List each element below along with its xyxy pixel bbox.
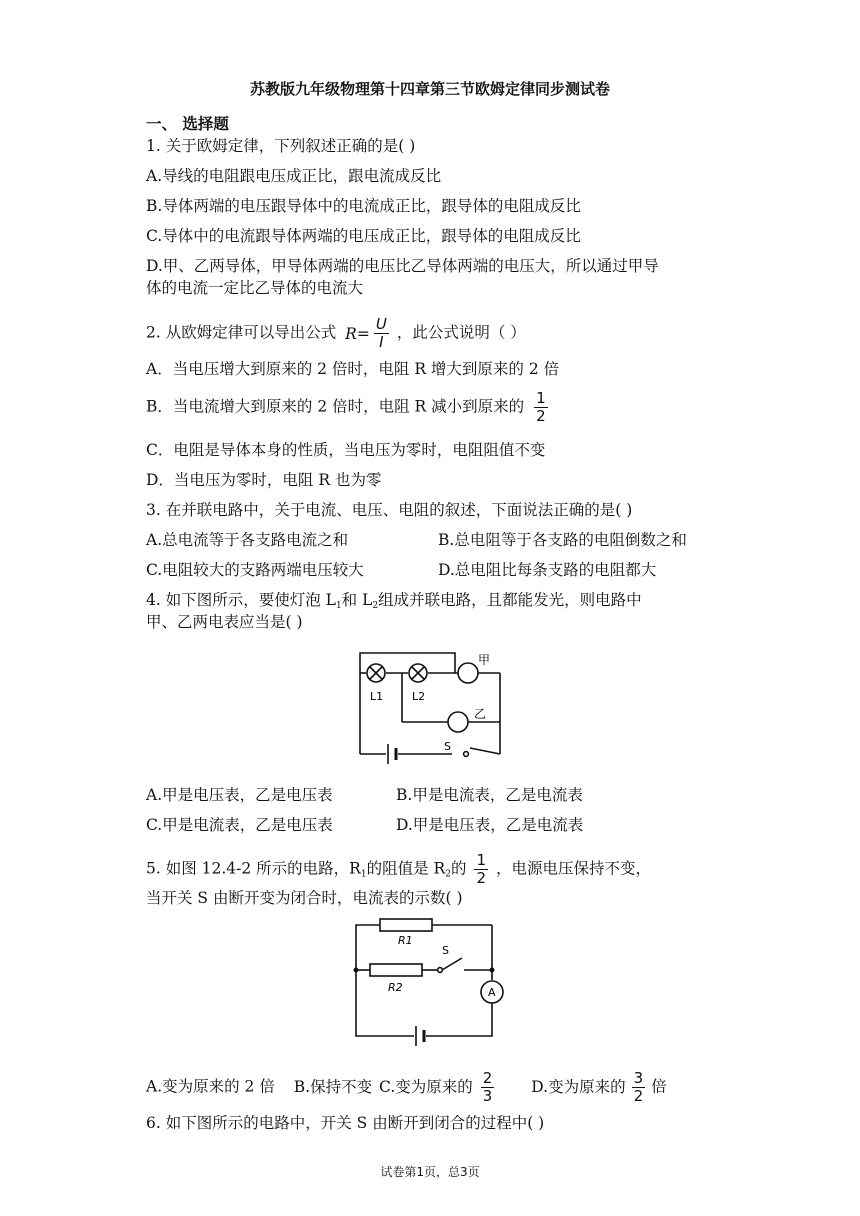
- q2-stem: [146, 316, 526, 351]
- q1-option-c: C.导体中的电流跟导体两端的电压成正比，跟导体的电阻成反比: [146, 227, 581, 245]
- q5-option-d-post: 倍: [651, 1077, 667, 1096]
- q5-label-a: A: [488, 986, 496, 999]
- q3-option-d: D.总电阻比每条支路的电阻都大: [438, 561, 657, 579]
- q5-option-b: B.保持不变: [293, 1077, 373, 1096]
- q5-sub2: 2: [445, 869, 451, 880]
- q2-formula-denominator: I: [379, 333, 384, 351]
- q5-label-r2: R2: [388, 981, 403, 994]
- q2-option-a: A．当电压增大到原来的 2 倍时，电阻 R 增大到原来的 2 倍: [146, 360, 560, 378]
- q5-stem-line2: 当开关 S 由断开变为闭合时，电流表的示数( ): [146, 889, 463, 907]
- q3-option-a: A.总电流等于各支路电流之和: [146, 531, 349, 549]
- q4-stem-line2: 甲、乙两电表应当是( ): [146, 613, 303, 631]
- q5-wire-g: [426, 1003, 492, 1036]
- q1-option-a: A.导线的电阻跟电压成正比，跟电流成反比: [146, 167, 442, 185]
- page-footer: 试卷第1页，总3页: [380, 1165, 480, 1179]
- q4-sub1: 1: [335, 601, 342, 611]
- q4-stem-mid: 和 L: [341, 591, 373, 609]
- q2-formula: [345, 316, 393, 351]
- q5-stem-de: 的: [450, 859, 467, 878]
- q5-wire-h: [356, 970, 414, 1036]
- q2-option-c: C．电阻是导体本身的性质，当电压为零时，电阻阻值不变: [146, 441, 546, 459]
- q2-formula-numerator: U: [375, 315, 387, 333]
- page-title: 苏教版九年级物理第十四章第三节欧姆定律同步测试卷: [249, 80, 610, 98]
- q4-option-c: C.甲是电流表，乙是电压表: [146, 816, 333, 834]
- q5-stem-line1: [146, 852, 651, 887]
- q4-stem-post: 组成并联电路，且都能发光，则电路中: [378, 591, 642, 609]
- q1-option-d-line1: D.甲、乙两导体，甲导体两端的电压比乙导体两端的电压大，所以通过甲导: [146, 257, 659, 275]
- q5-options: [146, 1070, 667, 1105]
- q5-option-d-num: 3: [633, 1069, 644, 1087]
- q2-option-b: [146, 390, 552, 425]
- q4-option-a: A.甲是电压表，乙是电压表: [146, 786, 333, 804]
- q5-sub1: 1: [360, 869, 367, 880]
- q5-option-c: C.变为原来的: [379, 1077, 473, 1096]
- q2-formula-lhs: R=: [345, 324, 370, 343]
- q5-junction-right: [490, 968, 495, 973]
- q4-circuit-diagram: [352, 648, 508, 768]
- q4-switch-contact-icon: [464, 752, 469, 757]
- q4-top-wire: [360, 653, 455, 673]
- q1-option-d-line2: 体的电流一定比乙导体的电流大: [146, 279, 364, 297]
- q5-label-r1: R1: [398, 934, 413, 947]
- q5-resistor-r1-icon: [380, 919, 432, 931]
- q3-stem: 3. 在并联电路中，关于电流、电压、电阻的叙述，下面说法正确的是( ): [146, 501, 633, 519]
- q5-frac-den: 2: [476, 869, 486, 887]
- q4-option-b: B.甲是电流表，乙是电流表: [396, 786, 583, 804]
- q5-option-c-den: 3: [482, 1087, 493, 1105]
- q4-label-jia: 甲: [478, 653, 491, 667]
- q4-meter-jia-icon: [458, 663, 478, 683]
- q6-stem: 6. 如下图所示的电路中，开关 S 由断开到闭合的过程中( ): [146, 1114, 545, 1132]
- q4-label-l1: L1: [370, 690, 384, 703]
- q2-option-b-frac-den: 2: [536, 407, 546, 425]
- q5-switch-blade: [442, 958, 462, 970]
- q2-stem-pre: 2. 从欧姆定律可以导出公式: [146, 323, 342, 342]
- q4-meter-yi-icon: [448, 712, 468, 732]
- q2-option-d: D．当电压为零时，电阻 R 也为零: [146, 471, 382, 489]
- q4-option-d: D.甲是电压表，乙是电流表: [396, 816, 584, 834]
- q5-stem-pre: 5. 如图 12.4-2 所示的电路，R: [146, 859, 361, 878]
- q2-option-b-text: B．当电流增大到原来的 2 倍时，电阻 R 减小到原来的: [146, 397, 525, 416]
- q5-stem-post: ，电源电压保持不变，: [496, 859, 652, 878]
- q5-stem-mid: 的阻值是 R: [366, 859, 446, 878]
- section-heading: 一、 选择题: [146, 115, 229, 133]
- q5-circuit-diagram: [350, 918, 510, 1046]
- q2-option-b-frac-num: 1: [536, 389, 546, 407]
- q5-resistor-r2-icon: [370, 964, 422, 976]
- q5-option-a: A.变为原来的 2 倍: [146, 1077, 275, 1096]
- q4-stem-pre: 4. 如下图所示，要使灯泡 L: [146, 591, 336, 609]
- q5-label-s: S: [442, 944, 449, 957]
- q3-option-c: C.电阻较大的支路两端电压较大: [146, 561, 364, 579]
- q4-sub2: 2: [372, 601, 379, 611]
- q1-option-b: B.导体两端的电压跟导体中的电流成正比，跟导体的电阻成反比: [146, 197, 581, 215]
- q4-label-s: S: [444, 740, 451, 753]
- q4-label-yi: 乙: [474, 707, 487, 721]
- q2-stem-post: ，此公式说明（ ）: [396, 323, 526, 342]
- q5-option-d-den: 2: [633, 1087, 644, 1105]
- q5-junction-left: [354, 968, 359, 973]
- q1-stem: 1. 关于欧姆定律，下列叙述正确的是( ): [146, 137, 416, 155]
- q5-option-c-num: 2: [482, 1069, 493, 1087]
- q3-option-b: B.总电阻等于各支路的电阻倒数之和: [438, 531, 687, 549]
- q4-label-l2: L2: [412, 690, 426, 703]
- q4-switch-blade: [470, 748, 500, 754]
- q5-frac-num: 1: [476, 851, 486, 869]
- q5-switch-contact-icon: [438, 968, 443, 973]
- q5-option-d: D.变为原来的: [531, 1077, 626, 1096]
